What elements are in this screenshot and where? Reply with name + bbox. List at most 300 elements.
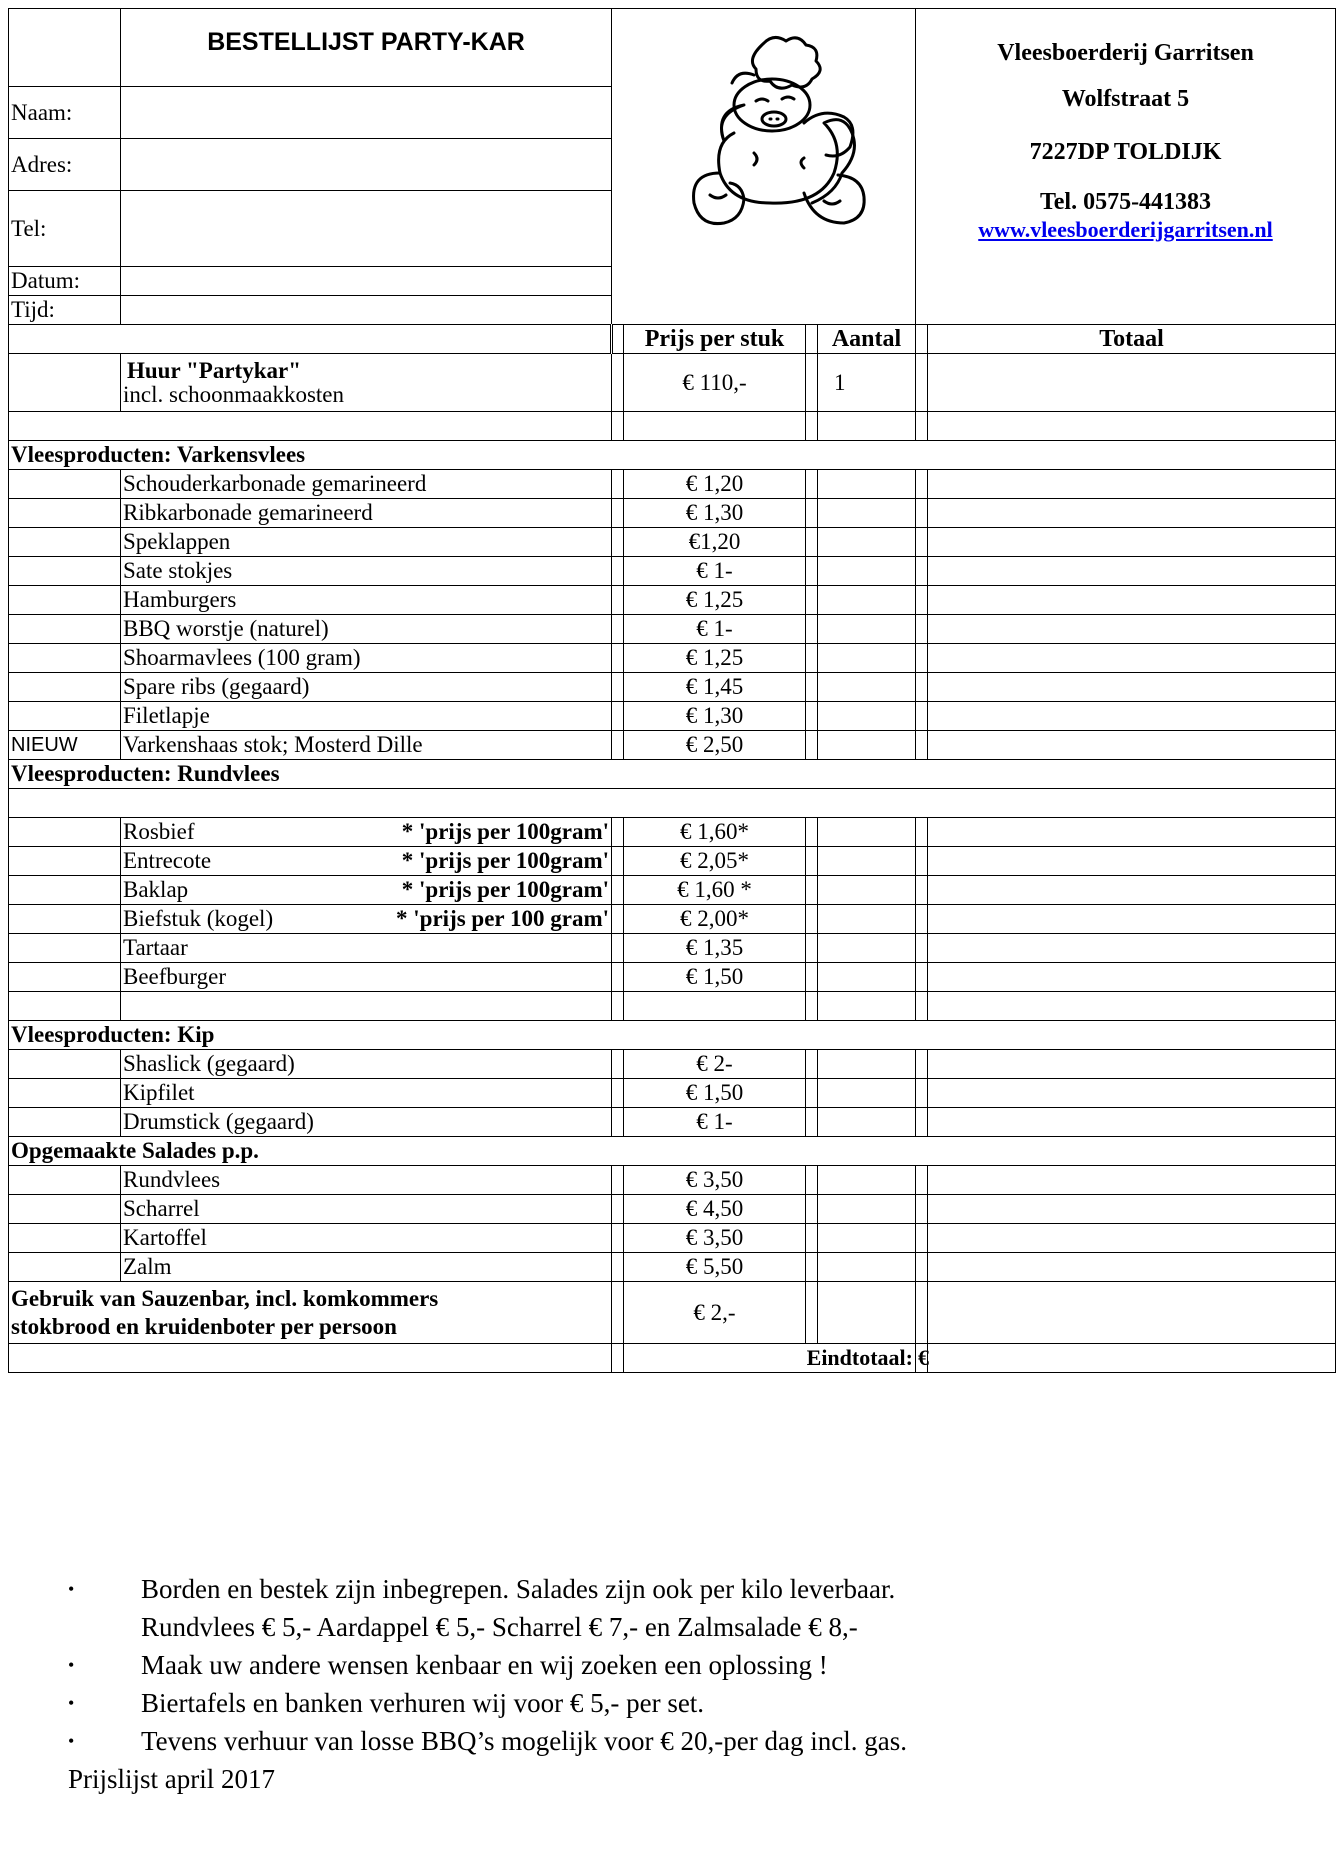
item-name-cell xyxy=(121,1253,612,1282)
spacer xyxy=(916,615,928,644)
quantity-input[interactable] xyxy=(818,731,916,760)
total-input[interactable] xyxy=(928,1282,1336,1344)
spacer xyxy=(612,325,624,354)
spacer xyxy=(916,354,928,412)
section-title: Vleesproducten: Rundvlees xyxy=(9,760,1336,789)
pig-logo-cell xyxy=(612,9,916,325)
item-name-cell xyxy=(121,905,612,934)
spacer xyxy=(916,847,928,876)
item-price: € 1,50 xyxy=(624,1079,806,1108)
item-name: Filetlapje xyxy=(123,703,210,728)
spacer xyxy=(806,876,818,905)
spacer xyxy=(806,673,818,702)
item-price: €1,20 xyxy=(624,528,806,557)
item-name-cell xyxy=(121,1079,612,1108)
total-input[interactable] xyxy=(928,557,1336,586)
pig-mascot-icon xyxy=(654,23,874,243)
spacer xyxy=(806,499,818,528)
company-street: Wolfstraat 5 xyxy=(1061,86,1190,112)
total-input[interactable] xyxy=(928,499,1336,528)
bullet-icon: • xyxy=(68,1731,75,1751)
product-row xyxy=(9,905,1336,934)
notes-continuation: Rundvlees € 5,- Aardappel € 5,- Scharrel € 7,- en Zalmsalade € 8,- xyxy=(141,1612,858,1642)
item-note: * 'prijs per 100 gram' xyxy=(396,906,609,931)
section-title: Vleesproducten: Varkensvlees xyxy=(9,441,1336,470)
quantity-input[interactable] xyxy=(818,499,916,528)
product-row xyxy=(9,528,1336,557)
spacer xyxy=(916,1166,928,1195)
spacer xyxy=(806,702,818,731)
product-row xyxy=(9,934,1336,963)
product-row xyxy=(9,499,1336,528)
spacer xyxy=(806,557,818,586)
item-note: * 'prijs per 100gram' xyxy=(401,848,609,873)
item-price: € 1,30 xyxy=(624,702,806,731)
spacer xyxy=(928,992,1336,1021)
quantity-column-header: Aantal xyxy=(818,325,916,354)
quantity-input[interactable] xyxy=(818,1253,916,1282)
spacer xyxy=(612,1079,624,1108)
quantity-input[interactable] xyxy=(818,1108,916,1137)
total-input[interactable] xyxy=(928,470,1336,499)
spacer xyxy=(806,963,818,992)
price-list-date: Prijslijst april 2017 xyxy=(68,1764,276,1794)
spacer xyxy=(806,1079,818,1108)
product-row xyxy=(9,731,1336,760)
product-row xyxy=(9,1253,1336,1282)
quantity-input[interactable] xyxy=(818,557,916,586)
spacer xyxy=(818,992,916,1021)
total-input[interactable] xyxy=(928,644,1336,673)
field-label: Adres: xyxy=(9,139,121,191)
total-input[interactable] xyxy=(928,586,1336,615)
spacer xyxy=(916,934,928,963)
item-name: Speklappen xyxy=(123,529,231,554)
spacer xyxy=(916,1282,928,1344)
spacer xyxy=(806,354,818,412)
item-name: Varkenshaas stok; Mosterd Dille xyxy=(123,732,423,757)
item-price: € 1,30 xyxy=(624,499,806,528)
product-row xyxy=(9,1224,1336,1253)
item-price: € 2,05* xyxy=(624,847,806,876)
quantity-input[interactable] xyxy=(818,1079,916,1108)
section-header-row xyxy=(9,441,1336,470)
spacer xyxy=(612,528,624,557)
quantity-input[interactable] xyxy=(818,905,916,934)
item-name: Spare ribs (gegaard) xyxy=(123,674,310,699)
item-price: € 1,25 xyxy=(624,644,806,673)
total-input[interactable] xyxy=(928,1079,1336,1108)
item-tag xyxy=(9,528,121,557)
rental-price: € 110,- xyxy=(624,354,806,412)
quantity-input[interactable] xyxy=(818,963,916,992)
quantity-input[interactable] xyxy=(818,1050,916,1079)
item-name: Tartaar xyxy=(123,935,188,960)
item-tag xyxy=(9,1253,121,1282)
item-name: Kipfilet xyxy=(123,1080,195,1105)
product-row xyxy=(9,876,1336,905)
product-row xyxy=(9,470,1336,499)
spacer xyxy=(806,1195,818,1224)
sauce-text: Gebruik van Sauzenbar, incl. komkommers xyxy=(11,1285,439,1311)
item-tag xyxy=(9,615,121,644)
field-label: Naam: xyxy=(9,87,121,139)
spacer xyxy=(916,818,928,847)
item-tag xyxy=(9,499,121,528)
spacer xyxy=(612,673,624,702)
spacer xyxy=(612,847,624,876)
rental-item xyxy=(121,354,612,412)
spacer xyxy=(916,1108,928,1137)
item-name: Zalm xyxy=(123,1254,172,1279)
spacer xyxy=(806,1166,818,1195)
item-tag xyxy=(9,702,121,731)
spacer xyxy=(612,354,624,412)
item-tag xyxy=(9,1166,121,1195)
spacer xyxy=(916,1195,928,1224)
product-row xyxy=(9,963,1336,992)
product-row xyxy=(9,1050,1336,1079)
item-tag xyxy=(9,963,121,992)
spacer xyxy=(916,557,928,586)
item-name-cell xyxy=(121,934,612,963)
spacer xyxy=(9,354,121,412)
item-price: € 3,50 xyxy=(624,1166,806,1195)
company-city: 7227DP TOLDIJK xyxy=(1029,139,1222,165)
spacer xyxy=(916,673,928,702)
spacer xyxy=(9,1344,612,1373)
order-form-table xyxy=(8,8,1336,1373)
spacer xyxy=(624,992,806,1021)
header-blank-cell xyxy=(9,9,121,87)
item-name-cell xyxy=(121,731,612,760)
item-tag xyxy=(9,847,121,876)
item-note: * 'prijs per 100gram' xyxy=(401,819,609,844)
sauce-text: stokbrood en kruidenboter per persoon xyxy=(11,1313,397,1339)
item-price: € 1,60* xyxy=(624,818,806,847)
quantity-input[interactable] xyxy=(818,1282,916,1344)
item-price: € 2,50 xyxy=(624,731,806,760)
quantity-input[interactable] xyxy=(818,702,916,731)
spacer xyxy=(806,325,818,354)
item-price: € 2- xyxy=(624,1050,806,1079)
item-price: € 1,25 xyxy=(624,586,806,615)
item-price: € 1- xyxy=(624,615,806,644)
bullet-icon: • xyxy=(68,1693,75,1713)
product-row xyxy=(9,1166,1336,1195)
spacer xyxy=(806,992,818,1021)
note-item: • Maak uw andere wensen kenbaar en wij zoeken een oplossing ! xyxy=(68,1646,1334,1684)
company-website-link[interactable]: www.vleesboerderijgarritsen.nl xyxy=(978,217,1273,242)
grand-total-label: Eindtotaal: xyxy=(624,1344,916,1373)
item-price: € 4,50 xyxy=(624,1195,806,1224)
phone-input[interactable] xyxy=(121,191,612,267)
spacer xyxy=(916,1050,928,1079)
item-name: Biefstuk (kogel) xyxy=(123,906,274,931)
name-input[interactable] xyxy=(121,87,612,139)
total-input[interactable] xyxy=(928,818,1336,847)
quantity-input[interactable] xyxy=(818,673,916,702)
section-header-row xyxy=(9,1021,1336,1050)
product-row xyxy=(9,1108,1336,1137)
item-tag xyxy=(9,1079,121,1108)
item-name-cell xyxy=(121,1108,612,1137)
total-input[interactable] xyxy=(928,876,1336,905)
total-input[interactable] xyxy=(928,615,1336,644)
section-header-row xyxy=(9,760,1336,789)
spacer xyxy=(916,325,928,354)
total-input[interactable] xyxy=(928,528,1336,557)
quantity-input[interactable] xyxy=(818,1224,916,1253)
item-name: Sate stokjes xyxy=(123,558,233,583)
grand-total-input[interactable] xyxy=(928,1344,1336,1373)
item-tag xyxy=(9,586,121,615)
item-name: Schouderkarbonade gemarineerd xyxy=(123,471,427,496)
spacer xyxy=(806,615,818,644)
total-input[interactable] xyxy=(928,731,1336,760)
item-price: € 1,45 xyxy=(624,673,806,702)
spacer xyxy=(916,876,928,905)
spacer xyxy=(121,992,612,1021)
item-price: € 1,20 xyxy=(624,470,806,499)
spacer xyxy=(612,644,624,673)
item-tag xyxy=(9,1050,121,1079)
quantity-input[interactable] xyxy=(818,615,916,644)
spacer xyxy=(916,702,928,731)
item-name: Baklap xyxy=(123,877,189,902)
rental-total[interactable] xyxy=(928,354,1336,412)
item-tag xyxy=(9,818,121,847)
quantity-input[interactable] xyxy=(818,528,916,557)
rental-quantity[interactable]: 1 xyxy=(818,354,916,412)
total-input[interactable] xyxy=(928,934,1336,963)
item-name-cell xyxy=(121,847,612,876)
spacer xyxy=(612,1224,624,1253)
product-row xyxy=(9,1079,1336,1108)
total-input[interactable] xyxy=(928,1253,1336,1282)
total-input[interactable] xyxy=(928,905,1336,934)
item-tag xyxy=(9,905,121,934)
section-title: Opgemaakte Salades p.p. xyxy=(9,1137,1336,1166)
item-name: Rosbief xyxy=(123,819,195,844)
item-price: € 1,60 * xyxy=(624,876,806,905)
spacer xyxy=(806,586,818,615)
sauce-description xyxy=(9,1282,612,1344)
spacer xyxy=(806,1282,818,1344)
notes-footer xyxy=(8,1570,1334,1798)
spacer xyxy=(612,1282,624,1344)
company-name: Vleesboerderij Garritsen xyxy=(997,40,1254,66)
rental-name: Huur "Partykar" xyxy=(127,357,301,383)
header-blank xyxy=(9,325,612,354)
item-price: € 1- xyxy=(624,1108,806,1137)
item-price: € 3,50 xyxy=(624,1224,806,1253)
form-title: BESTELLIJST PARTY-KAR xyxy=(121,9,612,87)
product-row xyxy=(9,847,1336,876)
bullet-icon: • xyxy=(68,1655,75,1675)
item-price: € 1- xyxy=(624,557,806,586)
total-input[interactable] xyxy=(928,1224,1336,1253)
total-input[interactable] xyxy=(928,1166,1336,1195)
bullet-icon: • xyxy=(68,1579,75,1599)
spacer xyxy=(806,1108,818,1137)
notes-list xyxy=(8,1570,1334,1608)
product-row xyxy=(9,818,1336,847)
spacer xyxy=(806,847,818,876)
item-tag: NIEUW xyxy=(9,731,121,760)
quantity-input[interactable] xyxy=(818,847,916,876)
quantity-input[interactable] xyxy=(818,586,916,615)
product-row xyxy=(9,615,1336,644)
spacer xyxy=(612,876,624,905)
item-name: Drumstick (gegaard) xyxy=(123,1109,314,1134)
spacer xyxy=(612,1253,624,1282)
spacer xyxy=(916,499,928,528)
field-label: Tel: xyxy=(9,191,121,267)
note-item: • Biertafels en banken verhuren wij voor € 5,- per set. xyxy=(68,1684,1334,1722)
item-name-cell xyxy=(121,470,612,499)
item-name: Rundvlees xyxy=(123,1167,221,1192)
item-tag xyxy=(9,673,121,702)
spacer xyxy=(916,586,928,615)
quantity-input[interactable] xyxy=(818,818,916,847)
item-name-cell xyxy=(121,673,612,702)
field-label: Datum: xyxy=(9,267,121,296)
company-phone: Tel. 0575-441383 xyxy=(1039,189,1212,215)
item-name-cell xyxy=(121,963,612,992)
spacer xyxy=(806,1224,818,1253)
item-name: Ribkarbonade gemarineerd xyxy=(123,500,373,525)
item-tag xyxy=(9,1224,121,1253)
spacer xyxy=(916,963,928,992)
spacer xyxy=(916,644,928,673)
spacer xyxy=(916,1079,928,1108)
price-column-header: Prijs per stuk xyxy=(624,325,806,354)
item-note: * 'prijs per 100gram' xyxy=(401,877,609,902)
blank-row xyxy=(9,412,1336,441)
total-input[interactable] xyxy=(928,1050,1336,1079)
section-header-row xyxy=(9,1137,1336,1166)
total-input[interactable] xyxy=(928,1108,1336,1137)
spacer xyxy=(916,470,928,499)
item-name-cell xyxy=(121,1166,612,1195)
spacer xyxy=(612,731,624,760)
spacer xyxy=(612,1050,624,1079)
product-row xyxy=(9,702,1336,731)
spacer xyxy=(806,905,818,934)
item-name: Scharrel xyxy=(123,1196,200,1221)
quantity-input[interactable] xyxy=(818,934,916,963)
spacer xyxy=(9,789,1336,818)
item-name: Hamburgers xyxy=(123,587,237,612)
spacer xyxy=(612,963,624,992)
item-name-cell xyxy=(121,702,612,731)
field-label: Tijd: xyxy=(9,296,121,325)
item-name-cell xyxy=(121,1050,612,1079)
item-name-cell xyxy=(121,528,612,557)
product-row xyxy=(9,557,1336,586)
total-input[interactable] xyxy=(928,673,1336,702)
item-name-cell xyxy=(121,586,612,615)
time-input[interactable] xyxy=(121,296,612,325)
spacer xyxy=(916,528,928,557)
spacer xyxy=(612,702,624,731)
spacer xyxy=(806,1050,818,1079)
sauce-price: € 2,- xyxy=(624,1282,806,1344)
quantity-input[interactable] xyxy=(818,470,916,499)
rental-sub: incl. schoonmaakkosten xyxy=(123,381,345,407)
item-tag xyxy=(9,644,121,673)
quantity-input[interactable] xyxy=(818,1195,916,1224)
total-input[interactable] xyxy=(928,702,1336,731)
spacer xyxy=(612,586,624,615)
grand-total-row xyxy=(9,1344,1336,1373)
item-tag xyxy=(9,557,121,586)
product-row xyxy=(9,586,1336,615)
item-name: Shoarmavlees (100 gram) xyxy=(123,645,361,670)
spacer xyxy=(916,992,928,1021)
product-row xyxy=(9,673,1336,702)
spacer xyxy=(916,1253,928,1282)
spacer xyxy=(612,1195,624,1224)
spacer xyxy=(612,557,624,586)
quantity-input[interactable] xyxy=(818,876,916,905)
spacer xyxy=(9,992,121,1021)
item-name-cell xyxy=(121,1195,612,1224)
item-name-cell xyxy=(121,615,612,644)
item-tag xyxy=(9,1108,121,1137)
spacer xyxy=(612,905,624,934)
total-column-header: Totaal xyxy=(928,325,1336,354)
quantity-input[interactable] xyxy=(818,1166,916,1195)
spacer xyxy=(612,1108,624,1137)
spacer xyxy=(612,1166,624,1195)
spacer xyxy=(612,1344,624,1373)
section-title: Vleesproducten: Kip xyxy=(9,1021,1336,1050)
spacer xyxy=(612,992,624,1021)
blank-row xyxy=(9,789,1336,818)
spacer xyxy=(916,905,928,934)
total-input[interactable] xyxy=(928,963,1336,992)
product-row xyxy=(9,1195,1336,1224)
spacer xyxy=(916,1224,928,1253)
item-name: Beefburger xyxy=(123,964,227,989)
spacer xyxy=(806,644,818,673)
total-input[interactable] xyxy=(928,847,1336,876)
item-name-cell xyxy=(121,644,612,673)
total-input[interactable] xyxy=(928,1195,1336,1224)
spacer xyxy=(612,934,624,963)
item-name: BBQ worstje (naturel) xyxy=(123,616,329,641)
spacer xyxy=(612,615,624,644)
spacer xyxy=(612,470,624,499)
item-tag xyxy=(9,470,121,499)
spacer xyxy=(806,470,818,499)
sauce-row xyxy=(9,1282,1336,1344)
item-name-cell xyxy=(121,499,612,528)
item-price: € 5,50 xyxy=(624,1253,806,1282)
item-price: € 1,50 xyxy=(624,963,806,992)
grand-total-currency: € xyxy=(916,1344,928,1373)
item-tag xyxy=(9,1195,121,1224)
quantity-input[interactable] xyxy=(818,644,916,673)
date-input[interactable] xyxy=(121,267,612,296)
spacer xyxy=(916,731,928,760)
item-name-cell xyxy=(121,557,612,586)
item-price: € 1,35 xyxy=(624,934,806,963)
address-input[interactable] xyxy=(121,139,612,191)
item-name-cell xyxy=(121,1224,612,1253)
